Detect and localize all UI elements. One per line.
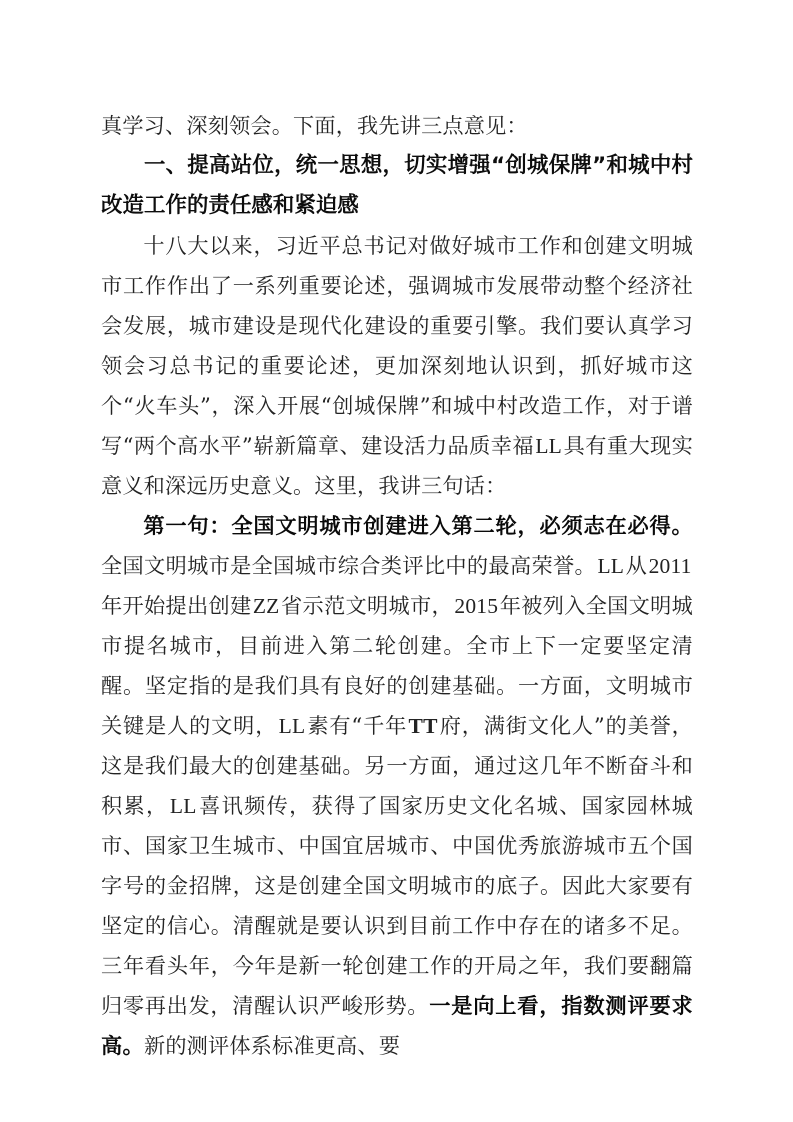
text-run: 府，满街文化人”的美誉，这是我们最大的创建基础。另一方面，通过这几年不断奋斗和积累， [101,713,693,818]
section-heading-1: 一、提高站位，统一思想，切实增强“创城保牌”和城中村改造工作的责任感和紧迫感 [101,153,693,218]
paragraph-lead-in-sub-point: 一是向上看，指数测评要求高。 [101,993,693,1058]
latin-run-ll: LL [597,554,625,578]
latin-run-ll: LL [169,794,197,818]
latin-run-ll: LL [278,714,306,738]
latin-run-year-2011: 2011 [648,554,692,578]
text-run: 全国文明城市是全国城市综合类评比中的最高荣誉。 [101,553,597,578]
text-run: 素有“千年 [306,713,408,738]
latin-run-ll: LL [535,434,562,458]
paragraph-continuation-line: 真学习、深刻领会。下面，我先讲三点意见： [101,113,528,138]
text-run: 从 [625,553,648,578]
text-run: 省示范文明城市， [280,593,453,618]
text-run: 喜讯频传，获得了国家历史文化名城、国家园林城市、国家卫生城市、中国宜居城市、中国优秀旅游城市五个国字号的金招牌，这是创建全国文明城市的底子。因此大家要有坚定的信心。清醒就是要认识到目前工作中存在的诸多不足。三年看头年，今年是新一轮创建工作的开局之年，我们要翻篇归零再出发，清醒认识严峻形势。 [101,793,693,1018]
latin-run-year-2015: 2015 [454,594,499,618]
latin-run-zz: ZZ [252,594,280,618]
text-run: 十八大以来，习近平总书记对做好城市工作和创建文明城市工作作出了一系列重要论述，强调城市发展带动整个经济社会发展，城市建设是现代化建设的重要引擎。我们要认真学习领会习总书记的重要论述，更加深刻地认识到，抓好城市这个“火车头”，深入开展“创城保牌”和城中村改造工作，对于谱写“两个高水平”崭新篇章、建设活力品质幸福 [101,233,693,458]
document-text-column [101,106,693,1066]
paragraph-body-1 [101,226,693,506]
text-run: 具有重大现实意义和深远历史意义。这里，我讲三句话： [101,433,693,498]
text-run: 年开始提出创建 [101,593,252,618]
text-run: 年被列入全国文明城市提名城市，目前进入第二轮创建。全市上下一定要坚定清醒。坚定指的是我们具有良好的创建基础。一方面，文明城市关键是人的文明， [101,593,693,738]
latin-run-tt: TT [408,714,438,738]
paragraph-lead-in-first-point: 第一句：全国文明城市创建进入第二轮，必须志在必得。 [143,513,693,538]
paragraph-body-2 [101,506,693,1066]
text-run: 新的测评体系标准更高、要 [143,1033,401,1058]
